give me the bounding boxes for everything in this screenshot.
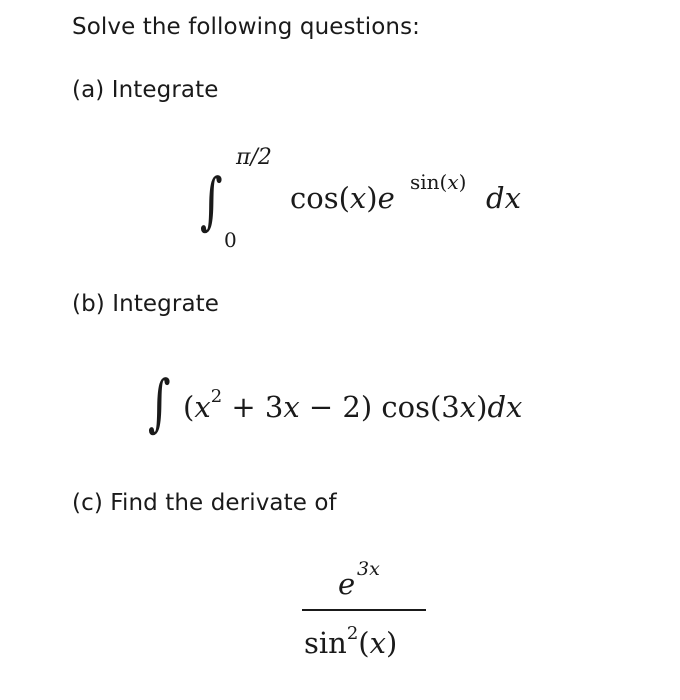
x-var-3: x: [459, 390, 477, 424]
question-b-label: (b) Integrate: [72, 291, 220, 317]
denominator: [304, 625, 397, 658]
power: 2: [346, 623, 359, 644]
paren-close: ): [385, 626, 398, 660]
numerator: [338, 567, 356, 601]
e-base: e: [338, 567, 356, 601]
e-base: e: [377, 181, 395, 215]
integral-sign: ∫: [148, 366, 171, 439]
differential: dx: [487, 390, 523, 424]
x-var: x: [194, 390, 211, 424]
upper-limit: [236, 147, 272, 169]
integrand: [183, 388, 522, 422]
integrand: [290, 181, 395, 215]
page-title: Solve the following questions:: [72, 14, 420, 40]
sin-text: sin: [304, 626, 347, 660]
x-var-2: x: [283, 390, 300, 424]
paren-close: ): [366, 181, 378, 215]
x-var: x: [369, 626, 386, 660]
integral-sign: ∫: [200, 164, 223, 237]
upper-limit-text: π/2: [236, 145, 272, 170]
cos-text: cos(: [290, 181, 350, 215]
x-var: x: [349, 181, 367, 215]
numerator-exponent: 3x: [357, 558, 380, 580]
terms: + 3: [222, 390, 284, 424]
minus-two: − 2) cos(3: [299, 390, 460, 424]
differential: dx: [486, 181, 521, 215]
paren-open: (: [183, 390, 195, 424]
exponent: sin(𝑥): [410, 170, 467, 194]
power: 2: [210, 386, 223, 407]
fraction-bar: [302, 609, 426, 611]
paren-close: ): [476, 390, 488, 424]
paren-open: (: [358, 626, 370, 660]
lower-limit: 0: [224, 228, 237, 252]
question-c-label: (c) Find the derivate of: [72, 490, 337, 516]
question-a-label: (a) Integrate: [72, 77, 219, 103]
